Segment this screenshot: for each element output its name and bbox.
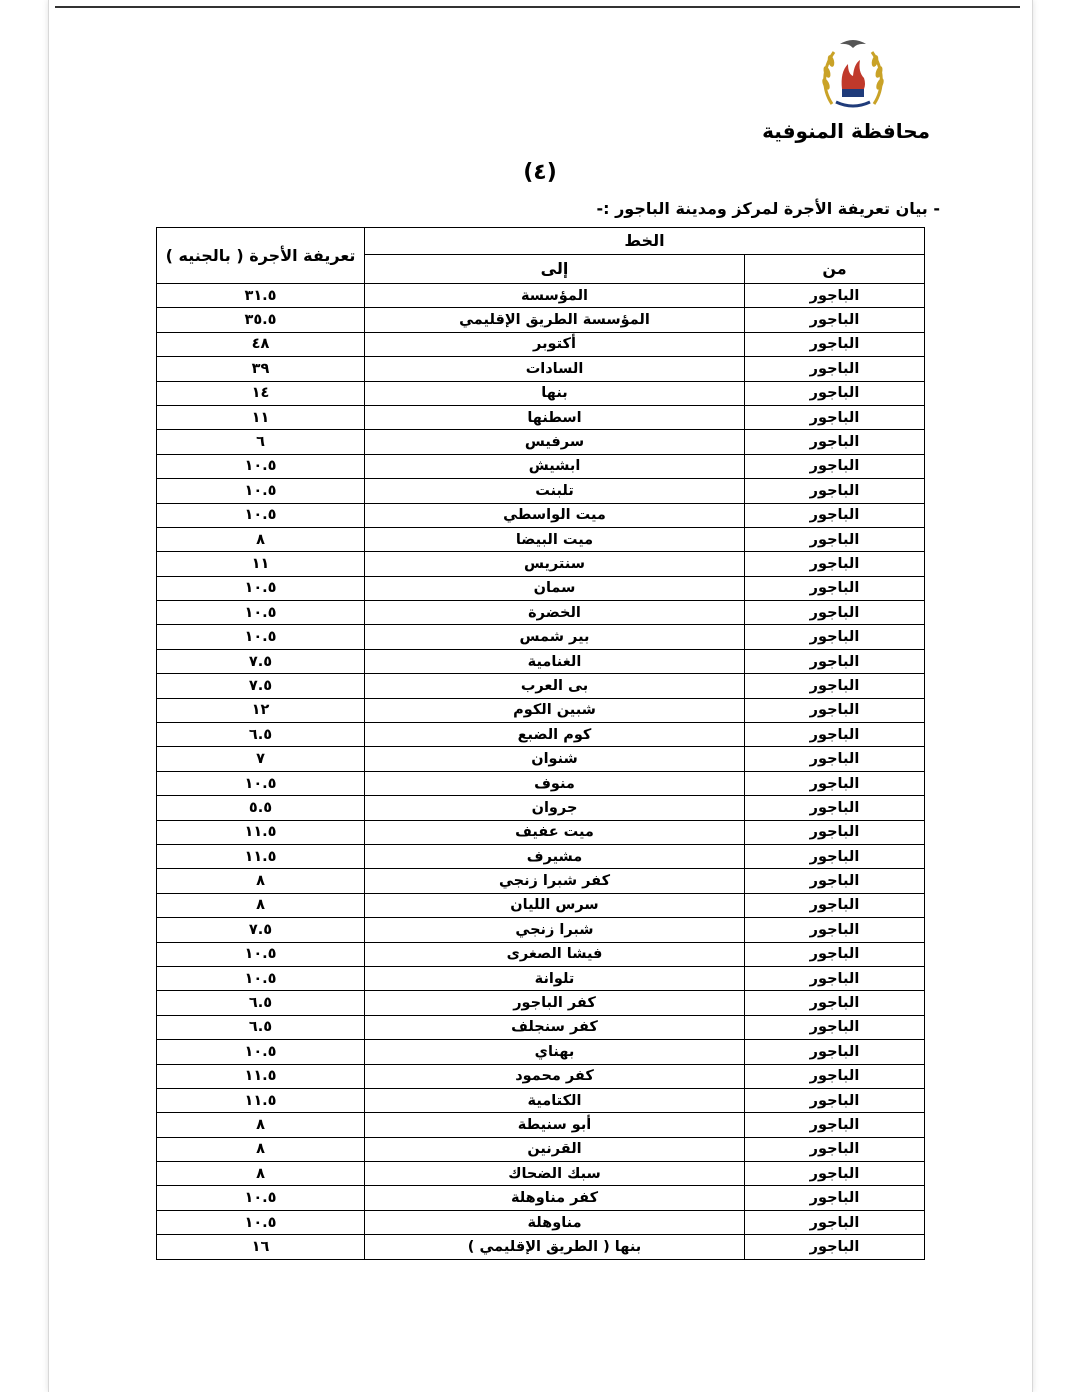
cell-from: الباجور: [745, 747, 925, 771]
cell-from: الباجور: [745, 1137, 925, 1161]
cell-to: تلبنت: [365, 479, 745, 503]
table-row: [157, 893, 925, 917]
table-row: [157, 1210, 925, 1234]
cell-to: مشيرف: [365, 844, 745, 868]
cell-fare: ١١.٥: [157, 844, 365, 868]
cell-to: بنها: [365, 381, 745, 405]
cell-to: شنوان: [365, 747, 745, 771]
cell-fare: ٦.٥: [157, 723, 365, 747]
cell-from: الباجور: [745, 601, 925, 625]
cell-fare: ١٠.٥: [157, 1040, 365, 1064]
cell-fare: ٨: [157, 1137, 365, 1161]
cell-fare: ١٠.٥: [157, 479, 365, 503]
page-number: (٤): [523, 160, 557, 185]
cell-from: الباجور: [745, 552, 925, 576]
table-row: [157, 479, 925, 503]
cell-fare: ١١: [157, 405, 365, 429]
cell-to: بير شمس: [365, 625, 745, 649]
cell-fare: ٧.٥: [157, 674, 365, 698]
cell-from: الباجور: [745, 844, 925, 868]
cell-fare: ١٠.٥: [157, 503, 365, 527]
cell-fare: ٦.٥: [157, 1015, 365, 1039]
table-row: [157, 942, 925, 966]
cell-to: بهناي: [365, 1040, 745, 1064]
cell-from: الباجور: [745, 479, 925, 503]
cell-from: الباجور: [745, 1210, 925, 1234]
table-row: [157, 405, 925, 429]
table-row: [157, 332, 925, 356]
cell-from: الباجور: [745, 918, 925, 942]
cell-from: الباجور: [745, 308, 925, 332]
cell-fare: ١٤: [157, 381, 365, 405]
cell-fare: ١٠.٥: [157, 625, 365, 649]
table-row: [157, 357, 925, 381]
cell-to: شبرا زنجي: [365, 918, 745, 942]
cell-from: الباجور: [745, 893, 925, 917]
cell-to: أبو سنيطة: [365, 1113, 745, 1137]
cell-fare: ١١.٥: [157, 1064, 365, 1088]
table-row: [157, 1162, 925, 1186]
cell-from: الباجور: [745, 771, 925, 795]
table-row: [157, 1015, 925, 1039]
cell-to: سمان: [365, 576, 745, 600]
table-row: [157, 1113, 925, 1137]
cell-fare: ١٠.٥: [157, 1210, 365, 1234]
cell-from: الباجور: [745, 796, 925, 820]
cell-from: الباجور: [745, 1113, 925, 1137]
cell-to: ميت البيضا: [365, 527, 745, 551]
table-row: [157, 1235, 925, 1259]
col-to-header: إلى: [365, 255, 745, 284]
cell-from: الباجور: [745, 1015, 925, 1039]
cell-from: الباجور: [745, 503, 925, 527]
col-from-header: من: [745, 255, 925, 284]
table-row: [157, 454, 925, 478]
cell-from: الباجور: [745, 1235, 925, 1259]
cell-fare: ١١.٥: [157, 1088, 365, 1112]
cell-fare: ٧.٥: [157, 918, 365, 942]
table-row: [157, 723, 925, 747]
cell-from: الباجور: [745, 332, 925, 356]
cell-to: الخضرة: [365, 601, 745, 625]
fare-table: [156, 227, 925, 1260]
cell-fare: ١٠.٥: [157, 576, 365, 600]
cell-from: الباجور: [745, 674, 925, 698]
cell-to: اسطنها: [365, 405, 745, 429]
table-row: [157, 308, 925, 332]
table-row: [157, 698, 925, 722]
table-row: [157, 747, 925, 771]
cell-fare: ١٠.٥: [157, 1186, 365, 1210]
cell-from: الباجور: [745, 527, 925, 551]
table-row: [157, 1064, 925, 1088]
cell-from: الباجور: [745, 723, 925, 747]
table-row: [157, 430, 925, 454]
cell-fare: ٨: [157, 869, 365, 893]
table-row: [157, 381, 925, 405]
cell-to: فيشا الصغرى: [365, 942, 745, 966]
cell-from: الباجور: [745, 1162, 925, 1186]
cell-to: الغنامية: [365, 649, 745, 673]
table-row: [157, 625, 925, 649]
cell-to: ميت الواسطي: [365, 503, 745, 527]
table-row: [157, 503, 925, 527]
cell-to: القرنين: [365, 1137, 745, 1161]
cell-fare: ٦.٥: [157, 991, 365, 1015]
governorate-name: محافظة المنوفية: [762, 119, 930, 143]
table-row: [157, 771, 925, 795]
cell-to: تلوانة: [365, 966, 745, 990]
cell-fare: ٦: [157, 430, 365, 454]
cell-to: المؤسسة الطريق الإقليمي: [365, 308, 745, 332]
cell-to: سنتريس: [365, 552, 745, 576]
cell-to: ابشيش: [365, 454, 745, 478]
table-row: [157, 820, 925, 844]
table-row: [157, 1186, 925, 1210]
table-row: [157, 1040, 925, 1064]
cell-from: الباجور: [745, 698, 925, 722]
cell-from: الباجور: [745, 966, 925, 990]
governorate-emblem-icon: [812, 34, 894, 114]
cell-to: سبك الضحاك: [365, 1162, 745, 1186]
cell-from: الباجور: [745, 1040, 925, 1064]
fare-table-body: [157, 284, 925, 1260]
cell-fare: ١٠.٥: [157, 601, 365, 625]
table-row: [157, 1088, 925, 1112]
table-row: [157, 991, 925, 1015]
cell-to: سرس الليان: [365, 893, 745, 917]
cell-from: الباجور: [745, 1186, 925, 1210]
cell-fare: ١٦: [157, 1235, 365, 1259]
cell-to: الكتامية: [365, 1088, 745, 1112]
cell-to: سرفيس: [365, 430, 745, 454]
table-row: [157, 966, 925, 990]
cell-to: أكتوبر: [365, 332, 745, 356]
cell-from: الباجور: [745, 1064, 925, 1088]
cell-from: الباجور: [745, 405, 925, 429]
cell-from: الباجور: [745, 649, 925, 673]
cell-from: الباجور: [745, 625, 925, 649]
cell-to: كوم الضبع: [365, 723, 745, 747]
cell-fare: ١٠.٥: [157, 771, 365, 795]
cell-fare: ٤٨: [157, 332, 365, 356]
cell-to: كفر شبرا زنجي: [365, 869, 745, 893]
top-rule: [55, 6, 1020, 8]
cell-fare: ٧: [157, 747, 365, 771]
cell-fare: ١١: [157, 552, 365, 576]
cell-fare: ١٠.٥: [157, 454, 365, 478]
cell-to: كفر مناوهلة: [365, 1186, 745, 1210]
cell-fare: ٥.٥: [157, 796, 365, 820]
cell-to: السادات: [365, 357, 745, 381]
cell-to: بى العرب: [365, 674, 745, 698]
cell-fare: ١٠.٥: [157, 966, 365, 990]
cell-to: المؤسسة: [365, 284, 745, 308]
cell-fare: ٣٥.٥: [157, 308, 365, 332]
cell-to: شبين الكوم: [365, 698, 745, 722]
cell-from: الباجور: [745, 942, 925, 966]
cell-to: كفر الباجور: [365, 991, 745, 1015]
cell-from: الباجور: [745, 430, 925, 454]
table-row: [157, 844, 925, 868]
cell-from: الباجور: [745, 820, 925, 844]
cell-fare: ١٠.٥: [157, 942, 365, 966]
table-row: [157, 796, 925, 820]
cell-from: الباجور: [745, 576, 925, 600]
cell-to: كفر سنجلف: [365, 1015, 745, 1039]
cell-from: الباجور: [745, 991, 925, 1015]
cell-to: ميت عفيف: [365, 820, 745, 844]
cell-fare: ٨: [157, 1162, 365, 1186]
cell-fare: ٨: [157, 893, 365, 917]
cell-fare: ٨: [157, 1113, 365, 1137]
cell-to: بنها ( الطريق الإقليمي ): [365, 1235, 745, 1259]
cell-from: الباجور: [745, 1088, 925, 1112]
table-row: [157, 601, 925, 625]
table-row: [157, 649, 925, 673]
cell-from: الباجور: [745, 381, 925, 405]
table-row: [157, 576, 925, 600]
cell-fare: ٣٩: [157, 357, 365, 381]
cell-fare: ٣١.٥: [157, 284, 365, 308]
cell-from: الباجور: [745, 357, 925, 381]
table-row: [157, 674, 925, 698]
table-caption: - بيان تعريفة الأجرة لمركز ومدينة الباجور :-: [596, 199, 940, 218]
cell-fare: ٧.٥: [157, 649, 365, 673]
cell-fare: ١١.٥: [157, 820, 365, 844]
cell-fare: ١٢: [157, 698, 365, 722]
cell-to: جروان: [365, 796, 745, 820]
table-row: [157, 918, 925, 942]
cell-to: منوف: [365, 771, 745, 795]
table-row: [157, 869, 925, 893]
table-row: [157, 552, 925, 576]
cell-fare: ٨: [157, 527, 365, 551]
cell-from: الباجور: [745, 454, 925, 478]
cell-from: الباجور: [745, 869, 925, 893]
table-row: [157, 527, 925, 551]
col-fare-header: تعريفة الأجرة ( بالجنيه ): [157, 228, 365, 284]
cell-to: كفر محمود: [365, 1064, 745, 1088]
cell-to: مناوهلة: [365, 1210, 745, 1234]
cell-from: الباجور: [745, 284, 925, 308]
col-line-header: الخط: [365, 228, 925, 255]
table-row: [157, 1137, 925, 1161]
table-row: [157, 284, 925, 308]
